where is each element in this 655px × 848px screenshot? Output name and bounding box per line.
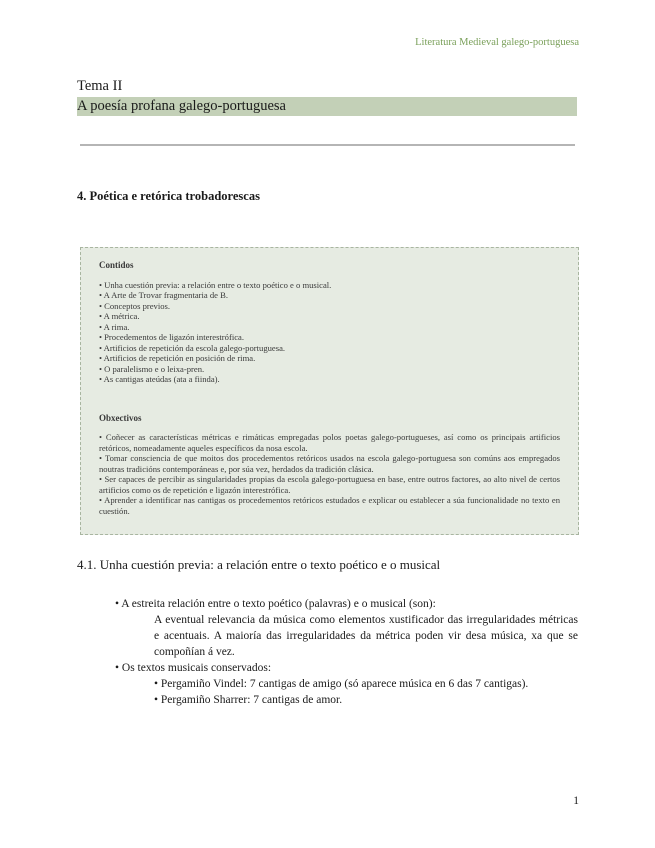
chapter-title: A poesía profana galego-portuguesa	[77, 98, 286, 114]
list-item: • Coñecer as características métricas e rimáticas empregadas polos poetas galego-portugueses, así como os principais artificios retóricos, nomeadamente aqueles específicos da nosa escola.	[99, 432, 560, 453]
contents-heading: Contidos	[99, 260, 134, 270]
objectives-list	[99, 432, 560, 516]
list-item: • Aprender a identificar nas cantigas os procedementos retóricos estudados e explicar ou establecer a súa funcionalidade no texto en cuestión.	[99, 495, 560, 516]
paragraph: A eventual relevancia da música como elementos xustificador das irregularidades métricas e acentuais. A maioría das irregularidades da métrica poden vir desa música, xa que se compoñían á vez.	[154, 614, 578, 658]
list-item: • Artificios de repetición da escola galego-portuguesa.	[99, 342, 286, 353]
body-list	[115, 596, 578, 708]
list-item: • Unha cuestión previa: a relación entre o texto poético e o musical.	[99, 279, 332, 290]
list-item: • Pergamiño Sharrer: 7 cantigas de amor.	[154, 694, 343, 706]
list-item: • A rima.	[99, 321, 130, 332]
objectives-heading: Obxectivos	[99, 412, 142, 423]
list-item: • Procedementos de ligazón interestrófica.	[99, 332, 244, 342]
page-number: 1	[573, 795, 579, 807]
list-item: • Artificios de repetición en posición de rima.	[99, 353, 256, 363]
chapter-label: Tema II	[77, 78, 123, 94]
list-item: • A métrica.	[99, 311, 140, 321]
subsection-title: 4.1. Unha cuestión previa: a relación entre o texto poético e o musical	[77, 557, 441, 572]
list-item: • As cantigas ateúdas (ata a fiinda).	[99, 374, 220, 384]
chapter-title-band	[77, 97, 577, 116]
list-item: • Tomar consciencia de que moitos dos procedementos retóricos usados na escola galego-portuguesa son comúns aos empregados noutras tradicións contemporáneas e, por súa vez, herdados da tradición clásica.	[99, 453, 560, 474]
contents-box	[80, 247, 579, 535]
divider	[80, 144, 575, 146]
list-item: • A estreita relación entre o texto poético (palavras) e o musical (son):	[115, 598, 436, 610]
list-item: • O paralelismo e o leixa-pren.	[99, 363, 205, 374]
list-item: • Ser capaces de percibir as singularidades propias da escola galego-portuguesa en base, entre outros factores, ao alto nivel de certos artificios como os de repetición e ligazón interestrófica.	[99, 474, 560, 495]
running-header: Literatura Medieval galego-portuguesa	[415, 37, 579, 48]
list-item: • Os textos musicais conservados:	[115, 662, 272, 674]
list-item: • Pergamiño Vindel: 7 cantigas de amigo (só aparece música en 6 das 7 cantigas).	[154, 678, 529, 690]
list-item: • Conceptos previos.	[99, 300, 171, 311]
list-item: • A Arte de Trovar fragmentaria de B.	[99, 290, 229, 300]
section-title: 4. Poética e retórica trobadorescas	[77, 189, 260, 203]
contents-list	[99, 280, 560, 385]
